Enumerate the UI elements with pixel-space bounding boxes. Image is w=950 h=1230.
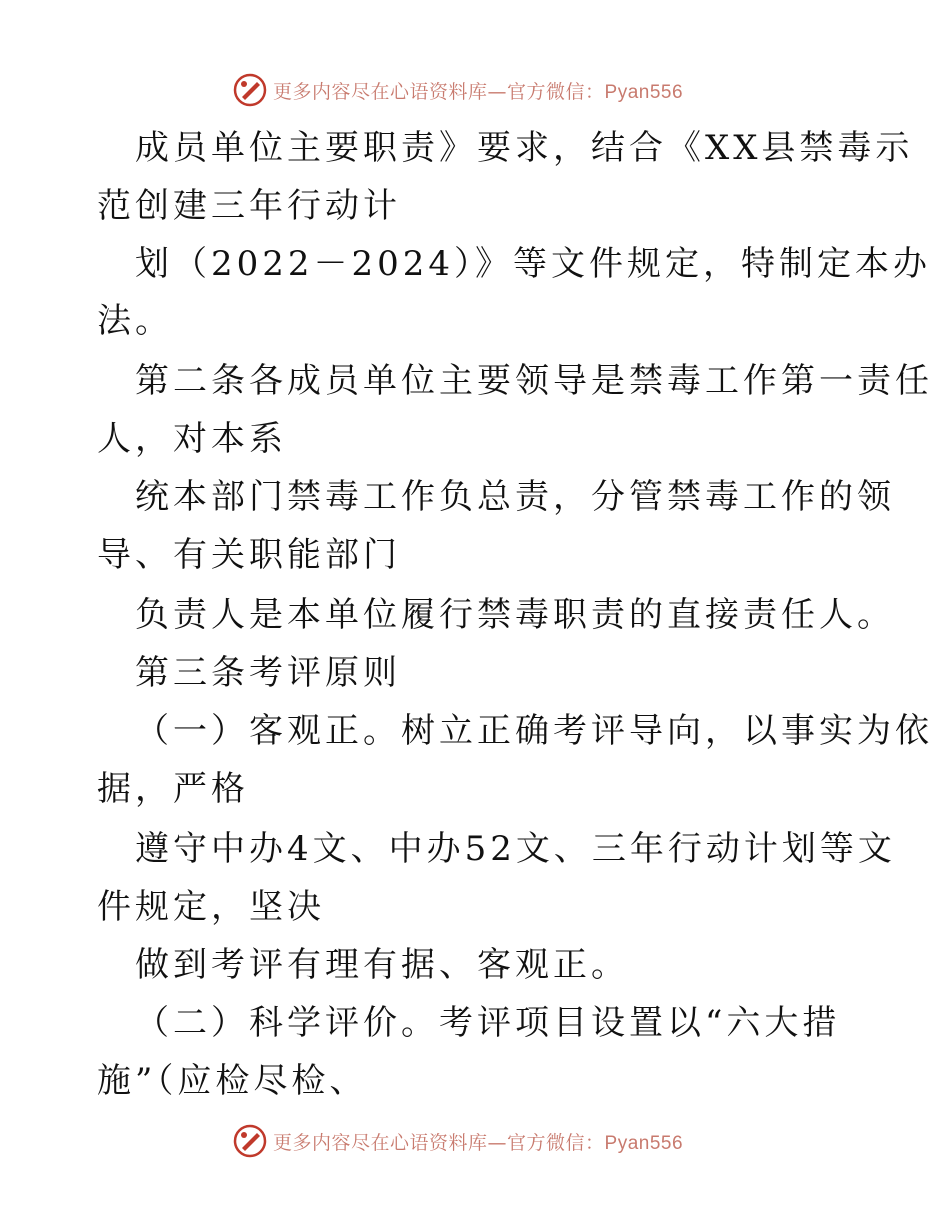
watermark-text: 更多内容尽在心语资料库—官方微信：Pyan556 bbox=[273, 1131, 684, 1154]
text-line: （一）客观正。树立正确考评导向，以事实为依 bbox=[135, 711, 933, 751]
text-line: 件规定，坚决 bbox=[97, 887, 325, 927]
text-line: 成员单位主要职责》要求，结合《XX县禁毒示 bbox=[135, 128, 914, 168]
brand-logo-icon bbox=[233, 1124, 267, 1158]
text-line: 导、有关职能部门 bbox=[97, 535, 401, 575]
text-line: 范创建三年行动计 bbox=[97, 186, 401, 226]
brand-logo-icon bbox=[233, 73, 267, 107]
text-line: 第三条考评原则 bbox=[135, 653, 401, 693]
text-line: 划（2022－2024）》等文件规定，特制定本办 bbox=[135, 244, 932, 284]
text-line: 遵守中办4文、中办52文、三年行动计划等文 bbox=[135, 829, 896, 869]
header-watermark bbox=[233, 72, 683, 108]
text-line: 施”（应检尽检、 bbox=[97, 1061, 368, 1101]
text-line: 人，对本系 bbox=[97, 419, 287, 459]
text-line: （二）科学评价。考评项目设置以“六大措 bbox=[135, 1003, 841, 1043]
watermark-text: 更多内容尽在心语资料库—官方微信：Pyan556 bbox=[273, 80, 684, 103]
footer-watermark bbox=[233, 1123, 683, 1159]
text-line: 做到考评有理有据、客观正。 bbox=[135, 945, 629, 985]
text-line: 统本部门禁毒工作负总责，分管禁毒工作的领 bbox=[135, 477, 895, 517]
text-line: 负责人是本单位履行禁毒职责的直接责任人。 bbox=[135, 595, 895, 635]
text-line: 法。 bbox=[97, 301, 173, 341]
text-line: 第二条各成员单位主要领导是禁毒工作第一责任 bbox=[135, 361, 933, 401]
text-line: 据，严格 bbox=[97, 769, 249, 809]
